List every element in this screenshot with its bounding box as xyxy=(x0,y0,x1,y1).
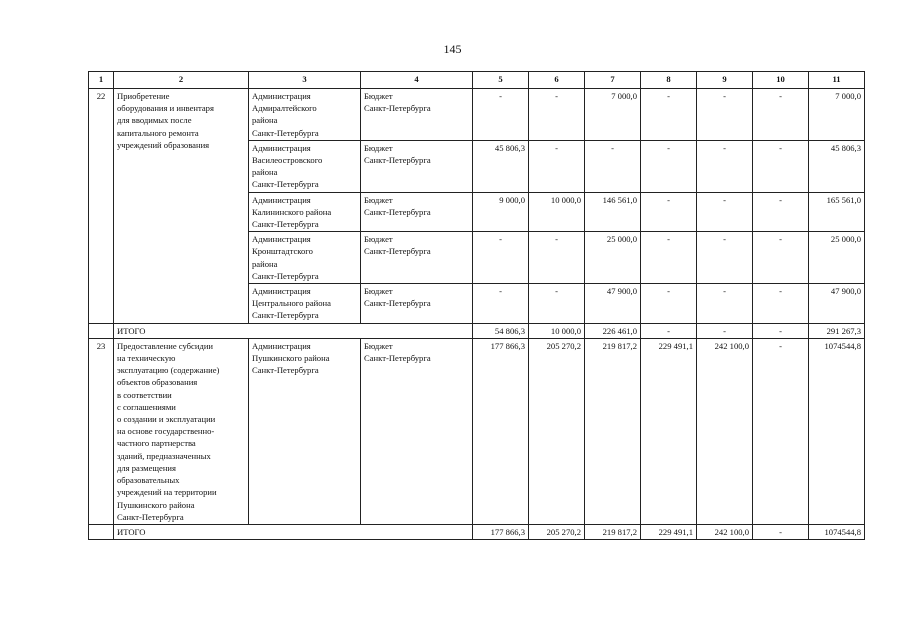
funding-source-cell: Бюджет Санкт-Петербурга xyxy=(361,89,473,141)
value-col6: - xyxy=(529,140,585,192)
value-col10: - xyxy=(753,338,809,524)
value-col11: 1074544,8 xyxy=(809,338,865,524)
funding-source-cell: Бюджет Санкт-Петербурга xyxy=(361,284,473,324)
value-col8: - xyxy=(641,192,697,232)
value-col8: - xyxy=(641,140,697,192)
total-col8: 229 491,1 xyxy=(641,524,697,539)
funding-source-cell: Бюджет Санкт-Петербурга xyxy=(361,192,473,232)
value-col11: 25 000,0 xyxy=(809,232,865,284)
value-col9: 242 100,0 xyxy=(697,338,753,524)
value-col9: - xyxy=(697,140,753,192)
value-col7: - xyxy=(585,140,641,192)
total-label: ИТОГО xyxy=(114,524,473,539)
value-col7: 25 000,0 xyxy=(585,232,641,284)
funding-source-cell: Бюджет Санкт-Петербурга xyxy=(361,140,473,192)
value-col11: 165 561,0 xyxy=(809,192,865,232)
value-col9: - xyxy=(697,192,753,232)
total-col11: 291 267,3 xyxy=(809,323,865,338)
administrator-cell: Администрация Пушкинского района Санкт-Петербурга xyxy=(249,338,361,524)
administrator-cell: Администрация Адмиралтейского района Санкт-Петербурга xyxy=(249,89,361,141)
total-col5: 54 806,3 xyxy=(473,323,529,338)
value-col7: 219 817,2 xyxy=(585,338,641,524)
header-row xyxy=(89,72,865,89)
budget-table xyxy=(88,71,865,540)
value-col6: - xyxy=(529,89,585,141)
total-col7: 226 461,0 xyxy=(585,323,641,338)
page-number: 145 xyxy=(443,42,462,56)
value-col5: - xyxy=(473,89,529,141)
total-col10: - xyxy=(753,323,809,338)
value-col10: - xyxy=(753,89,809,141)
table-row xyxy=(89,338,865,524)
header-cell-11: 11 xyxy=(809,72,865,89)
value-col8: - xyxy=(641,89,697,141)
funding-source-cell: Бюджет Санкт-Петербурга xyxy=(361,232,473,284)
value-col8: 229 491,1 xyxy=(641,338,697,524)
row-number: 23 xyxy=(89,338,114,524)
value-col9: - xyxy=(697,89,753,141)
row-number: 22 xyxy=(89,89,114,324)
header-cell-9: 9 xyxy=(697,72,753,89)
total-col6: 205 270,2 xyxy=(529,524,585,539)
total-col9: 242 100,0 xyxy=(697,524,753,539)
value-col5: 9 000,0 xyxy=(473,192,529,232)
header-cell-1: 1 xyxy=(89,72,114,89)
total-col7: 219 817,2 xyxy=(585,524,641,539)
item-description: Предоставление субсидии на техническую эксплуатацию (содержание) объектов образования в соответствии с соглашениями о создании и эксплуатации на основе государственно- частного партнерства зданий, предназначенных для размещения образовательных учреждений на территории Пушкинского района Санкт-Петербурга xyxy=(114,338,249,524)
value-col11: 7 000,0 xyxy=(809,89,865,141)
header-cell-3: 3 xyxy=(249,72,361,89)
value-col5: - xyxy=(473,232,529,284)
value-col9: - xyxy=(697,284,753,324)
value-col11: 47 900,0 xyxy=(809,284,865,324)
total-col8: - xyxy=(641,323,697,338)
administrator-cell: Администрация Калининского района Санкт-Петербурга xyxy=(249,192,361,232)
header-cell-10: 10 xyxy=(753,72,809,89)
value-col11: 45 806,3 xyxy=(809,140,865,192)
header-cell-6: 6 xyxy=(529,72,585,89)
total-label: ИТОГО xyxy=(114,323,473,338)
value-col7: 47 900,0 xyxy=(585,284,641,324)
value-col5: 45 806,3 xyxy=(473,140,529,192)
value-col6: 10 000,0 xyxy=(529,192,585,232)
item-description: Приобретение оборудования и инвентаря для вводимых после капитального ремонта учреждений образования xyxy=(114,89,249,324)
funding-source-cell: Бюджет Санкт-Петербурга xyxy=(361,338,473,524)
value-col8: - xyxy=(641,284,697,324)
value-col10: - xyxy=(753,232,809,284)
header-cell-7: 7 xyxy=(585,72,641,89)
row-number-empty xyxy=(89,524,114,539)
total-row xyxy=(89,524,865,539)
value-col7: 7 000,0 xyxy=(585,89,641,141)
header-cell-8: 8 xyxy=(641,72,697,89)
value-col6: 205 270,2 xyxy=(529,338,585,524)
total-col10: - xyxy=(753,524,809,539)
administrator-cell: Администрация Кронштадтского района Санкт-Петербурга xyxy=(249,232,361,284)
value-col10: - xyxy=(753,284,809,324)
value-col10: - xyxy=(753,192,809,232)
header-cell-4: 4 xyxy=(361,72,473,89)
header-cell-2: 2 xyxy=(114,72,249,89)
total-col9: - xyxy=(697,323,753,338)
total-col5: 177 866,3 xyxy=(473,524,529,539)
total-col6: 10 000,0 xyxy=(529,323,585,338)
value-col6: - xyxy=(529,284,585,324)
value-col5: - xyxy=(473,284,529,324)
table-row xyxy=(89,89,865,141)
value-col6: - xyxy=(529,232,585,284)
total-col11: 1074544,8 xyxy=(809,524,865,539)
administrator-cell: Администрация Центрального района Санкт-Петербурга xyxy=(249,284,361,324)
value-col7: 146 561,0 xyxy=(585,192,641,232)
row-number-empty xyxy=(89,323,114,338)
header-cell-5: 5 xyxy=(473,72,529,89)
value-col9: - xyxy=(697,232,753,284)
value-col8: - xyxy=(641,232,697,284)
total-row xyxy=(89,323,865,338)
value-col5: 177 866,3 xyxy=(473,338,529,524)
administrator-cell: Администрация Василеостровского района Санкт-Петербурга xyxy=(249,140,361,192)
value-col10: - xyxy=(753,140,809,192)
